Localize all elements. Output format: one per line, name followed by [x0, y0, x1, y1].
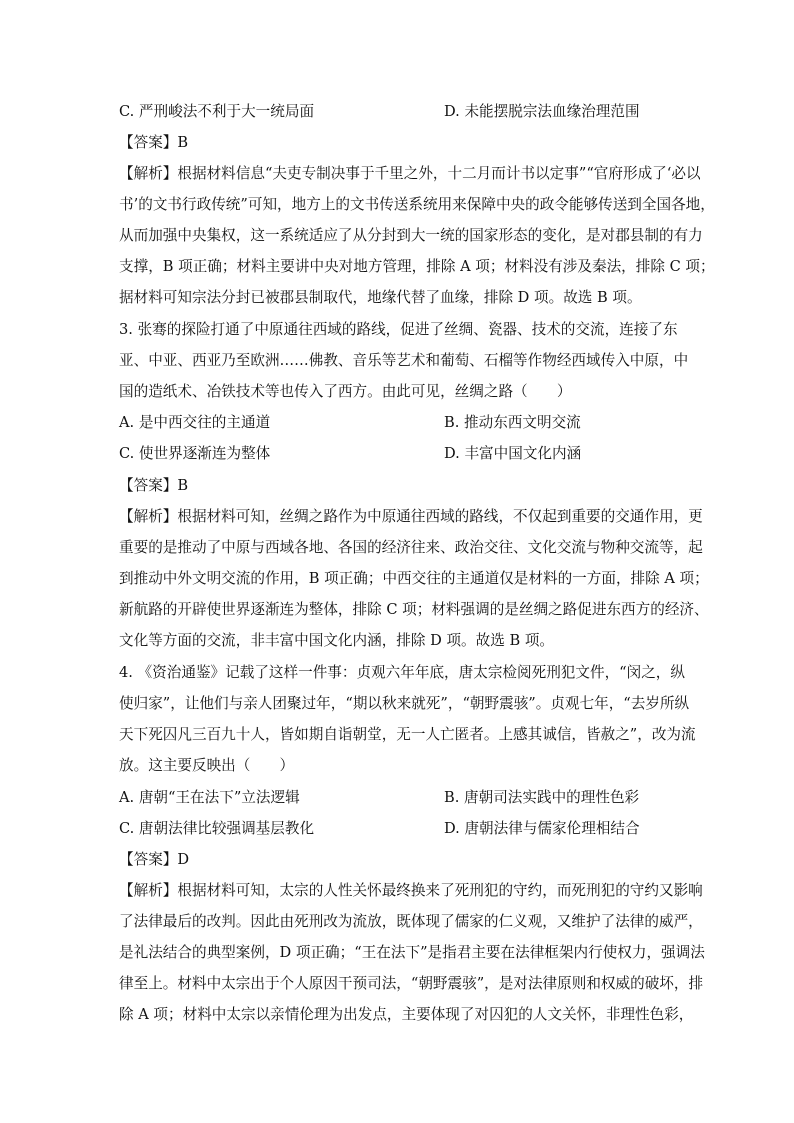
q3-stem-line: 国的造纸术、冶铁技术等也传入了西方。由此可见，丝绸之路（ ） — [119, 383, 572, 400]
q4-stem-line: 使归家”，让他们与亲人团聚过年，“期以秋来就死”，“朝野震骇”。贞观七年，“去岁所纵 — [119, 695, 690, 712]
q4-analysis-line: 除 A 项；材料中太宗以亲情伦理为出发点，主要体现了对囚犯的人文关怀，非理性色彩， — [119, 1006, 694, 1023]
q3-option-c: C. 使世界逐渐连为整体 — [119, 445, 271, 462]
q4-stem-line: 4. 《资治通鉴》记载了这样一件事：贞观六年年底，唐太宗检阅死刑犯文件，“闵之，纵 — [119, 664, 685, 681]
q4-stem-line: 放。这主要反映出（ ） — [119, 757, 295, 774]
q3-option-b: B. 推动东西文明交流 — [444, 414, 581, 431]
q3-answer: 【答案】B — [119, 477, 189, 494]
q2-option-d: D. 未能摆脱宗法血缘治理范围 — [444, 103, 640, 120]
q4-option-b: B. 唐朝司法实践中的理性色彩 — [444, 789, 640, 806]
q4-option-a: A. 唐朝“王在法下”立法逻辑 — [119, 789, 300, 806]
q2-analysis-line: 据材料可知宗法分封已被郡县制取代，地缘代替了血缘，排除 D 项。故选 B 项。 — [119, 289, 642, 306]
q4-analysis-line: 【解析】根据材料可知，太宗的人性关怀最终换来了死刑犯的守约，而死刑犯的守约又影响 — [119, 882, 703, 899]
q2-option-c: C. 严刑峻法不利于大一统局面 — [119, 103, 315, 120]
q4-analysis-line: 了法律最后的改判。因此由死刑改为流放，既体现了儒家的仁义观，又维护了法律的威严， — [119, 913, 703, 930]
q3-analysis-line: 重要的是推动了中原与西域各地、各国的经济往来、政治交往、文化交流与物种交流等，起 — [119, 539, 703, 556]
q3-stem-line: 3. 张骞的探险打通了中原通往西域的路线，促进了丝绸、瓷器、技术的交流，连接了东 — [119, 321, 678, 338]
q3-analysis-line: 文化等方面的交流，非丰富中国文化内涵，排除 D 项。故选 B 项。 — [119, 632, 555, 649]
q3-analysis-line: 新航路的开辟使世界逐渐连为整体，排除 C 项；材料强调的是丝绸之路促进东西方的经济、 — [119, 601, 709, 618]
q4-option-d: D. 唐朝法律与儒家伦理相结合 — [444, 820, 640, 837]
q3-analysis-line: 到推动中外文明交流的作用，B 项正确；中西交往的主通道仅是材料的一方面，排除 A 项； — [119, 570, 709, 587]
q2-analysis-line: 书’的文书行政传统”可知，地方上的文书传送系统用来保障中央的政令能够传送到全国各地， — [119, 196, 715, 213]
q2-analysis-line: 从而加强中央集权，这一系统适应了从分封到大一统的国家形态的变化，是对郡县制的有力 — [119, 227, 703, 244]
q4-option-c: C. 唐朝法律比较强调基层教化 — [119, 820, 315, 837]
q2-analysis-line: 【解析】根据材料信息“夫吏专制决事于千里之外，十二月而计书以定事”“官府形成了‘必以 — [119, 165, 701, 182]
q3-option-d: D. 丰富中国文化内涵 — [444, 445, 582, 462]
q4-analysis-line: 律至上。材料中太宗出于个人原因干预司法，“朝野震骇”，是对法律原则和权威的破坏，排 — [119, 975, 704, 992]
q4-answer: 【答案】D — [119, 851, 190, 868]
q3-stem-line: 亚、中亚、西亚乃至欧洲……佛教、音乐等艺术和葡萄、石榴等作物经西域传入中原，中 — [119, 352, 689, 369]
q3-analysis-line: 【解析】根据材料可知，丝绸之路作为中原通往西域的路线，不仅起到重要的交通作用，更 — [119, 508, 703, 525]
q2-analysis-line: 支撑，B 项正确；材料主要讲中央对地方管理，排除 A 项；材料没有涉及秦法，排除 C 项； — [119, 258, 715, 275]
q4-analysis-line: 是礼法结合的典型案例，D 项正确；“王在法下”是指君主要在法律框架内行使权力，强调法 — [119, 944, 705, 961]
q2-answer: 【答案】B — [119, 134, 189, 151]
q3-option-a: A. 是中西交往的主通道 — [119, 414, 271, 431]
q4-stem-line: 天下死囚凡三百九十人，皆如期自诣朝堂，无一人亡匿者。上感其诚信，皆赦之”，改为流 — [119, 726, 696, 743]
